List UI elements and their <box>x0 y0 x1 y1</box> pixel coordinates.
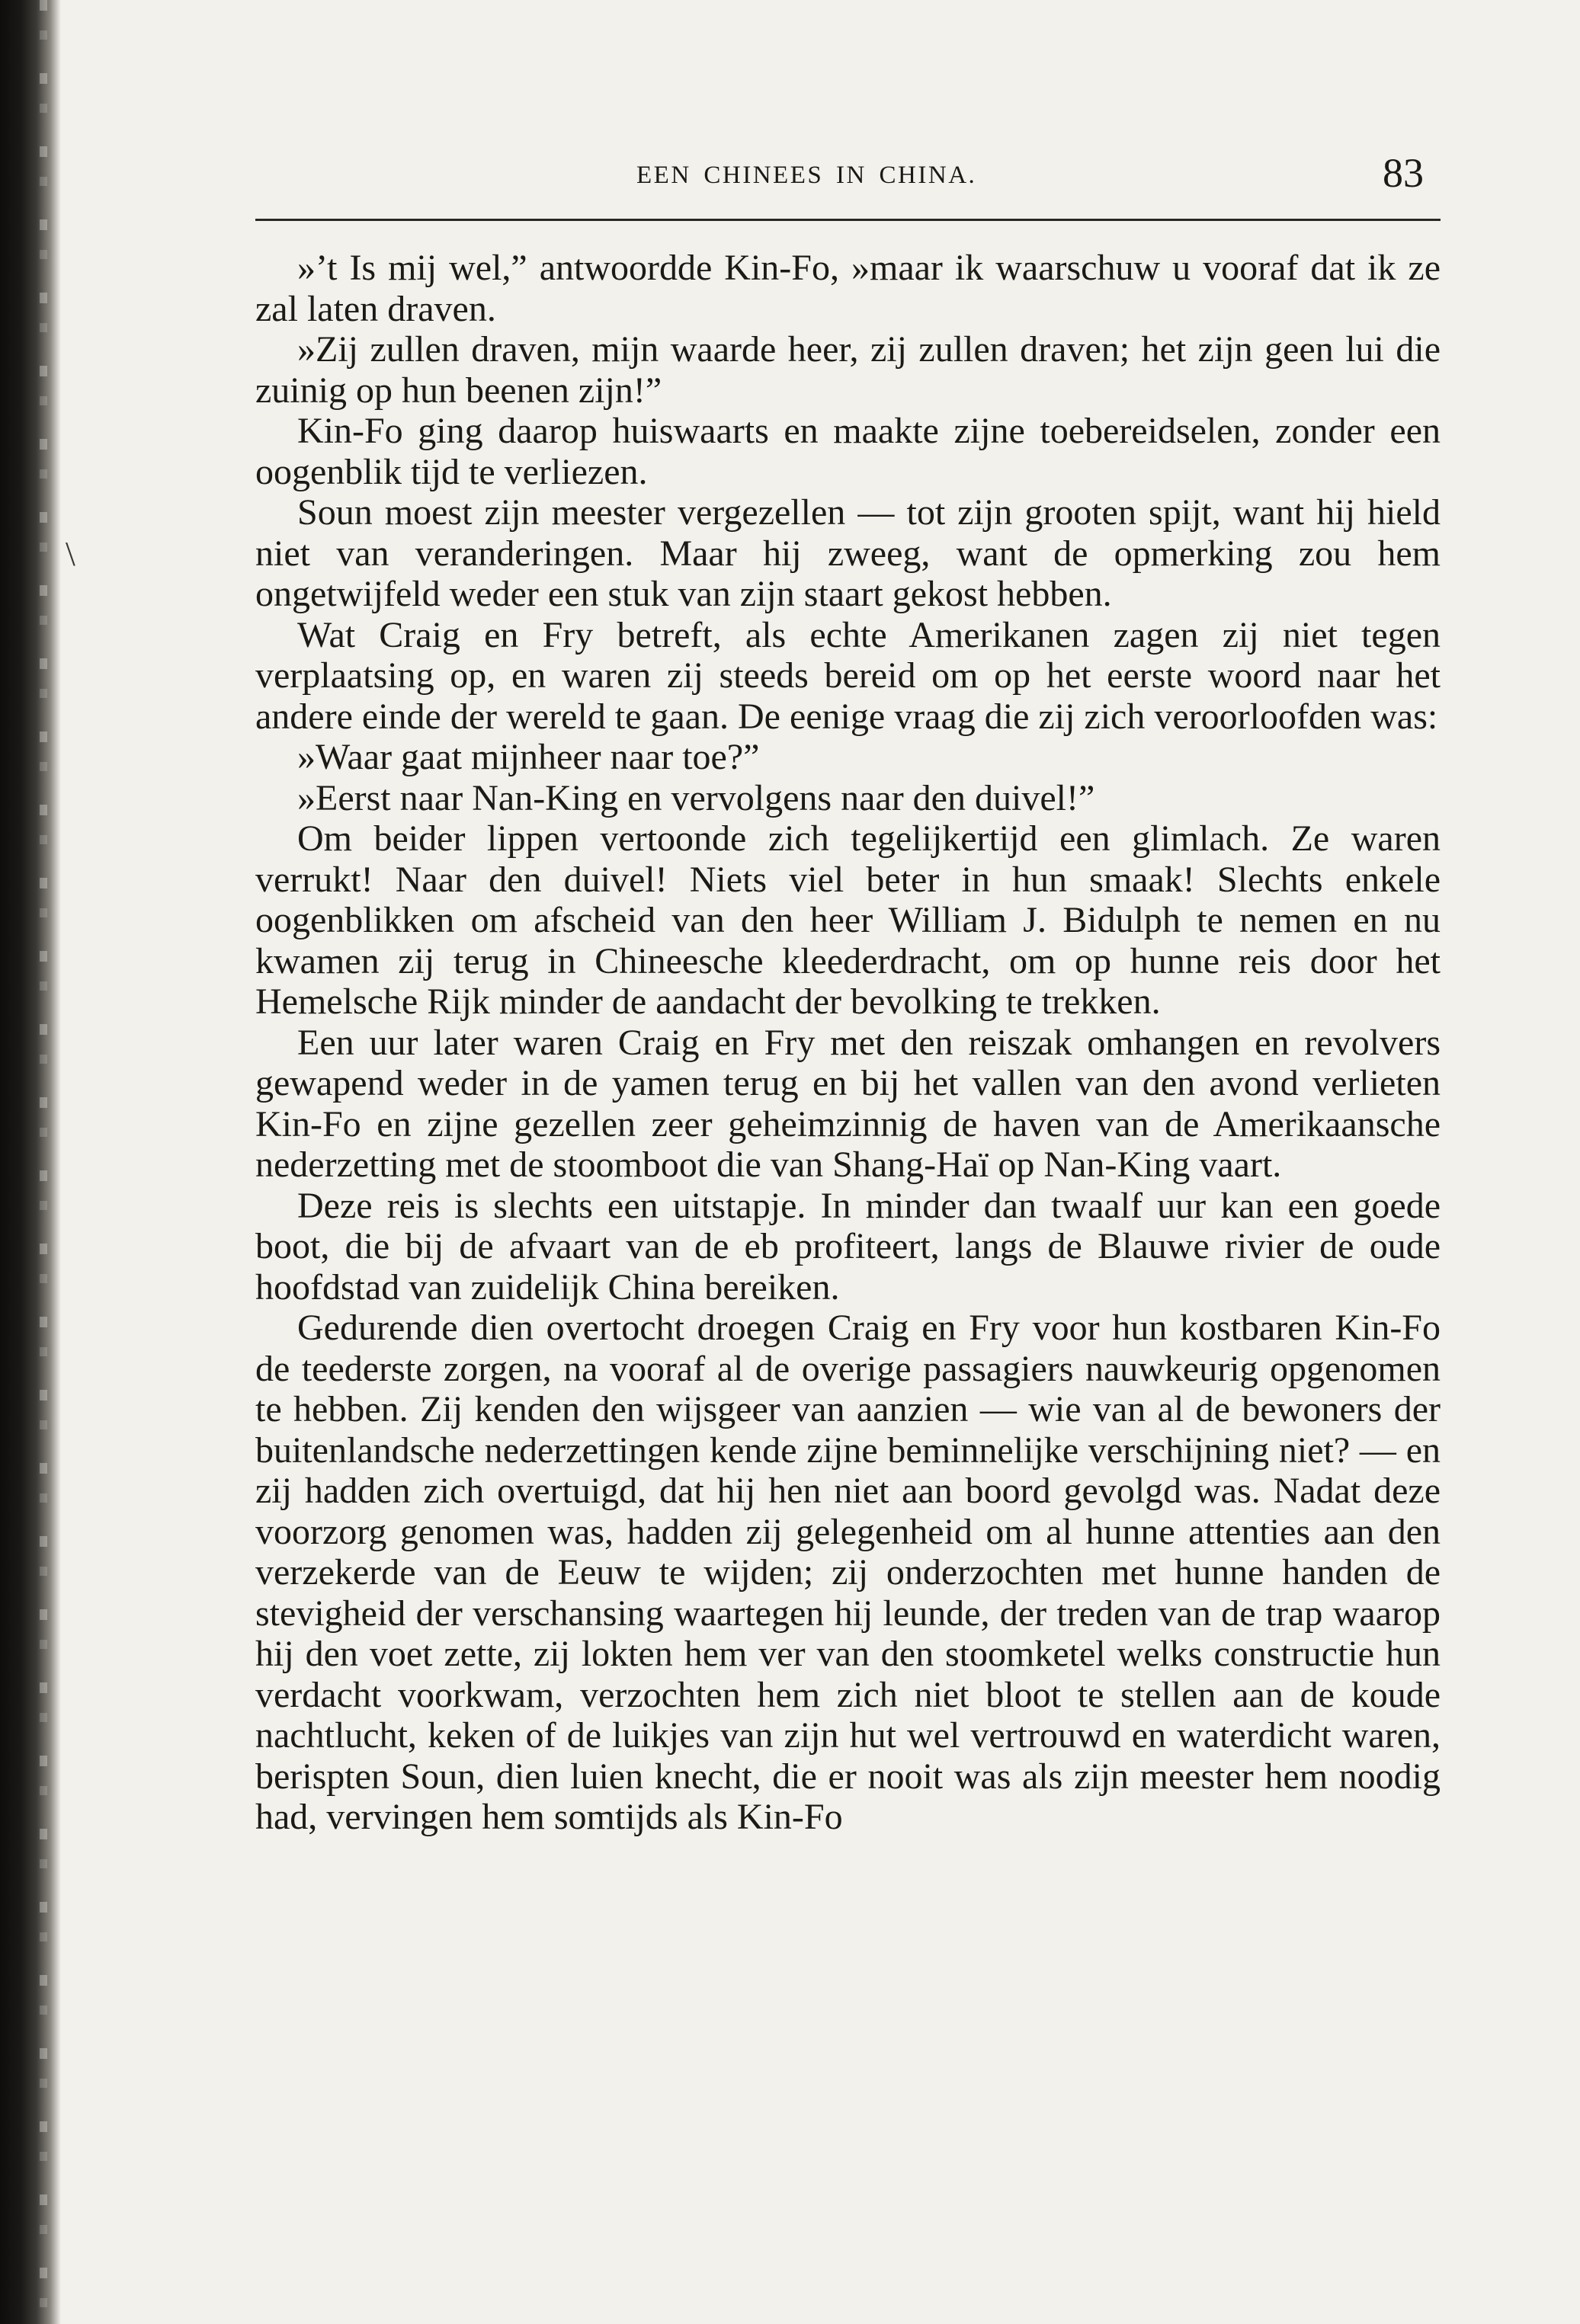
paragraph: Kin-Fo ging daarop huiswaarts en maakte zijne toebereidselen, zonder een oogenblik tijd te verliezen. <box>255 411 1441 492</box>
header-rule <box>255 219 1441 221</box>
paragraph: »Eerst naar Nan-King en vervolgens naar den duivel!” <box>297 777 1095 818</box>
paragraph: Gedurende dien overtocht droegen Craig en Fry voor hun kostbaren Kin-Fo de teederste zorgen, na vooraf al de overige passagiers nauwkeurig opgenomen te hebben. Zij kenden den wijsgeer van aanzien — wie van al de bewoners der buitenlandsche nederzettingen kende zijne beminnelijke verschijning niet? — en zij hadden zich overtuigd, dat hij hen niet aan boord gevolgd was. Nadat deze voorzorg genomen was, hadden zij gelegenheid om al hunne attenties aan den verzekerde van de Eeuw te wijden; zij onderzochten met hunne handen de stevigheid der verschansing waartegen hij leunde, der treden van de trap waarop hij den voet zette, zij lokten hem ver van den stoomketel welks constructie hun verdacht voorkwam, verzochten hem zich niet bloot te stellen aan de koude nachtlucht, keken of de luikjes van zijn hut wel vertrouwd en waterdicht waren, berispten Soun, dien luien knecht, die er nooit was als zijn meester hem noodig had, vervingen hem somtijds als Kin-Fo <box>255 1308 1441 1837</box>
paragraph: »’t Is mij wel,” antwoordde Kin-Fo, »maar ik waarschuw u vooraf dat ik ze zal laten draven. <box>255 248 1441 329</box>
paragraph: »Zij zullen draven, mijn waarde heer, zij zullen draven; het zijn geen lui die zuinig op hun beenen zijn!” <box>255 329 1441 411</box>
paragraph: Wat Craig en Fry betreft, als echte Amerikanen zagen zij niet tegen verplaatsing op, en waren zij steeds bereid om op het eerste woord naar het andere einde der wereld te gaan. De eenige vraag die zij zich veroorloofden was: <box>255 614 1441 737</box>
paragraph: Om beider lippen vertoonde zich tegelijkertijd een glimlach. Ze waren verrukt! Naar den duivel! Niets viel beter in hun smaak! Slechts enkele oogenblikken om afscheid van den heer William J. Bidulph te nemen en nu kwamen zij terug in Chineesche kleederdracht, om op hunne reis door het Hemelsche Rijk minder de aandacht der bevolking te trekken. <box>255 818 1441 1022</box>
running-title: EEN CHINEES IN CHINA. <box>636 162 977 189</box>
book-binding-edge <box>0 0 61 2324</box>
page-header <box>255 149 1441 210</box>
page-number: 83 <box>1383 150 1424 196</box>
paragraph: Een uur later waren Craig en Fry met den reiszak omhangen en revolvers gewapend weder in de yamen terug en bij het vallen van den avond verlieten Kin-Fo en zijne gezellen zeer geheimzinnig de haven van de Amerikaansche nederzetting met de stoomboot die van Shang-Haï op Nan-King vaart. <box>255 1022 1441 1185</box>
body-text <box>255 248 1441 1838</box>
paragraph: Deze reis is slechts een uitstapje. In minder dan twaalf uur kan een goede boot, die bij de afvaart van de eb profiteert, langs de Blauwe rivier de oude hoofdstad van zuidelijk China bereiken. <box>255 1185 1441 1308</box>
margin-mark: \ <box>66 534 75 573</box>
paragraph: Soun moest zijn meester vergezellen — tot zijn grooten spijt, want hij hield niet van veranderingen. Maar hij zweeg, want de opmerking zou hem ongetwijfeld weder een stuk van zijn staart gekost hebben. <box>255 492 1441 614</box>
paragraph: »Waar gaat mijnheer naar toe?” <box>297 737 760 777</box>
